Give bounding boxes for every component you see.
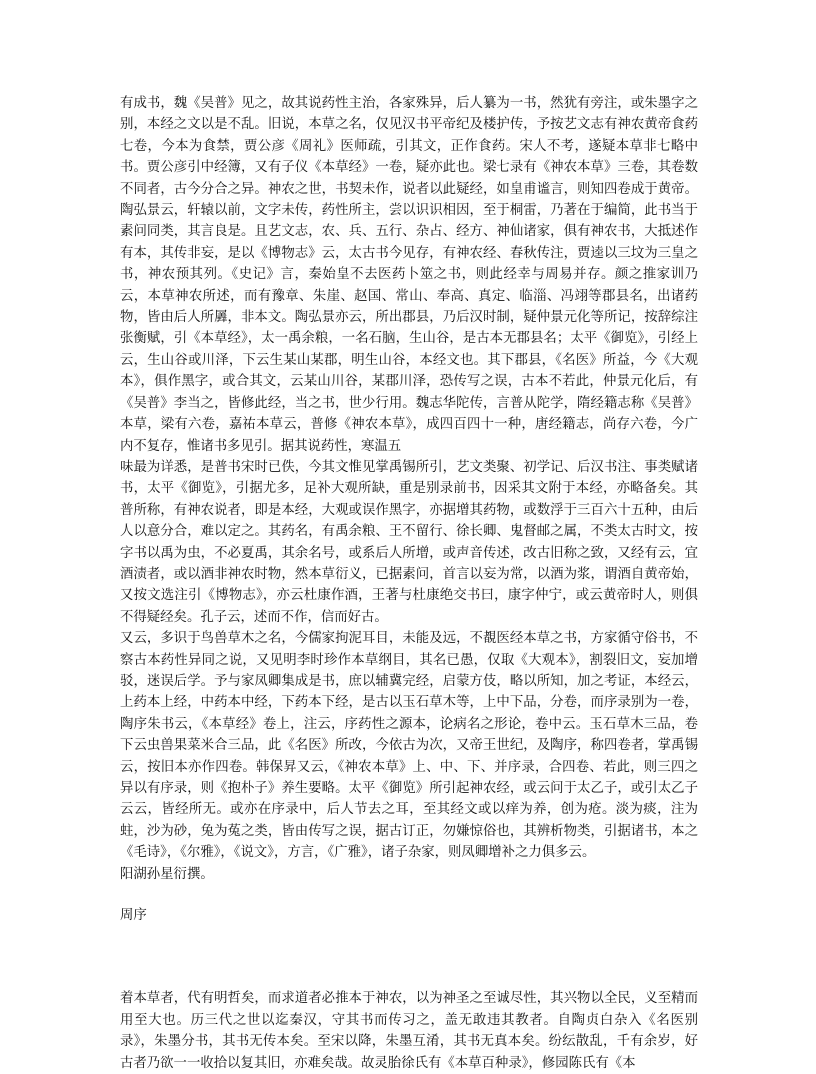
document-page (120, 93, 698, 1074)
body-paragraph-4: 着本草者，代有明哲矣，而求道者必推本于神农，以为神圣之至诚尽性，其兴物以全民，义至精而用至大也。历三代之世以迄秦汉，守其书而传习之，盖无敢违其教者。自陶贞白杂入《名医别录》，朱墨分书，其书无传本矣。至宋以降，朱墨互淆，其书无真本矣。纷纭散乱，千有余岁，好古者乃欲一一收拾以复其旧，亦难矣哉。故灵胎徐氏有《本草百种录》，修园陈氏有《本 (120, 991, 698, 1071)
body-paragraph-3: 又云，多识于鸟兽草木之名，今儒家拘泥耳目，未能及远，不覩医经本草之书，方家循守俗书，不察古本药性异同之说，又见明李时珍作本草纲目，其名已愚，仅取《大观本》，割裂旧文，妄加增驳，迷误后学。予与家凤卿集成是书，庶以辅冀完经，启蒙方伎，略以所知，加之考证，本经云，上药本上经，中药本中经，下药本下经，是古以玉石草木等，上中下品，分卷，而序录别为一卷，陶序朱书云，《本草经》卷上，注云，序药性之源本，论病名之形论，卷中云。玉石草木三品，卷下云虫兽果菜米合三品，此《名医》所改，今依古为次，又帝王世纪，及陶序，称四卷者，掌禹锡云，按旧本亦作四卷。韩保昇又云，《神农本草》上、中、下、并序录，合四卷、若此，则三四之异以有序录，则《抱朴子》养生要略。太平《御览》所引起神农经，或云问于太乙子，或引太乙子云云，皆经所无。或亦在序录中，后人节去之耳，至其经文或以痒为养，创为疮。淡为痰，注为蛀，沙为砂，兔为菟之类，皆由传写之误，据古订正，勿嫌惊俗也，其辨析物类，引据诸书，本之《毛诗》，《尔雅》，《说文》，方言，《广雅》，诸子杂家，则凤卿增补之力俱多云。 (120, 631, 698, 861)
section-heading: 周序 (120, 908, 147, 924)
author-signature: 阳湖孙星衍撰。 (120, 866, 214, 882)
body-paragraph-1: 有成书，魏《吴普》见之，故其说药性主治，各家殊异，后人纂为一书，然犹有旁注，或朱墨字之别，本经之文以是不乱。旧说，本草之名，仅见汉书平帝纪及楼护传，予按艺文志有神农黄帝食药七卷，今本为食禁，贾公彦《周礼》医师疏，引其文，正作食药。宋人不考，遂疑本草非七略中书。贾公彦引中经簿，又有子仪《本草经》一卷，疑亦此也。梁七录有《神农本草》三卷，其卷数不同者，古今分合之异。神农之世，书契未作，说者以此疑经，如皇甫谧言，则知四卷成于黄帝。陶弘景云，轩辕以前，文字未传，药性所主，尝以识识相因，至于桐雷，乃著在于编简，此书当于素问同类，其言良是。且艺文志，农、兵、五行、杂占、经方、神仙诸家，俱有神农书，大抵述作有本，其传非妄，是以《博物志》云，太古书今见存，有神农经、春秋传注，贾逵以三坟为三皇之书，神农预其列。《史记》言，秦始皇不去医药卜筮之书，则此经幸与周易并存。颜之推家训乃云，本草神农所述，而有豫章、朱崖、赵国、常山、奉高、真定、临淄、冯翊等郡县名，出诸药物，皆由后人所羼，非本文。陶弘景亦云，所出郡县，乃后汉时制，疑仲景元化等所记，按辞综注张衡赋，引《本草经》，太一禹余粮，一名石脑，生山谷，是古本无郡县名；太平《御览》，引经上云，生山谷或川泽，下云生某山某郡，明生山谷，本经文也。其下郡县，《名医》所益，今《大观本》，俱作黑字，或合其文，云某山川谷，某郡川泽，恐传写之误，古本不若此，仲景元化后，有《吴普》李当之，皆修此经，当之书，世少行用。魏志华陀传，言普从陀学，隋经籍志称《吴普》本草，梁有六卷，嘉祐本草云，普修《神农本草》，成四百四十一种，唐经籍志，尚存六卷，今广内不复存，惟诸书多见引。据其说药性，寒温五 (120, 96, 698, 454)
body-paragraph-2: 味最为详悉，是普书宋时已佚，今其文惟见掌禹锡所引，艺文类聚、初学记、后汉书注、事类赋诸书，太平《御览》，引据尤多，足补大观所缺，重是别录前书，因采其文附于本经，亦略备矣。其普所称，有神农说者，即是本经，大观或误作黑字，亦据增其药物，或数浮于三百六十五种，由后人以意分合，难以定之。其药名，有禹余粮、王不留行、徐长卿、鬼督邮之属，不类太古时文，按字书以禹为虫，不必夏禹，其余名号，或系后人所增，或声音传述，改古旧称之致，又经有云，宜酒渍者，或以酒非神农时物，然本草衍义，已据素问，首言以妄为常，以酒为浆，谓酒自黄帝始，又按文选注引《博物志》，亦云杜康作酒，王著与杜康绝交书曰，康字仲宁，或云黄帝时人，则俱不得疑经矣。孔子云，述而不作，信而好古。 (120, 459, 698, 625)
